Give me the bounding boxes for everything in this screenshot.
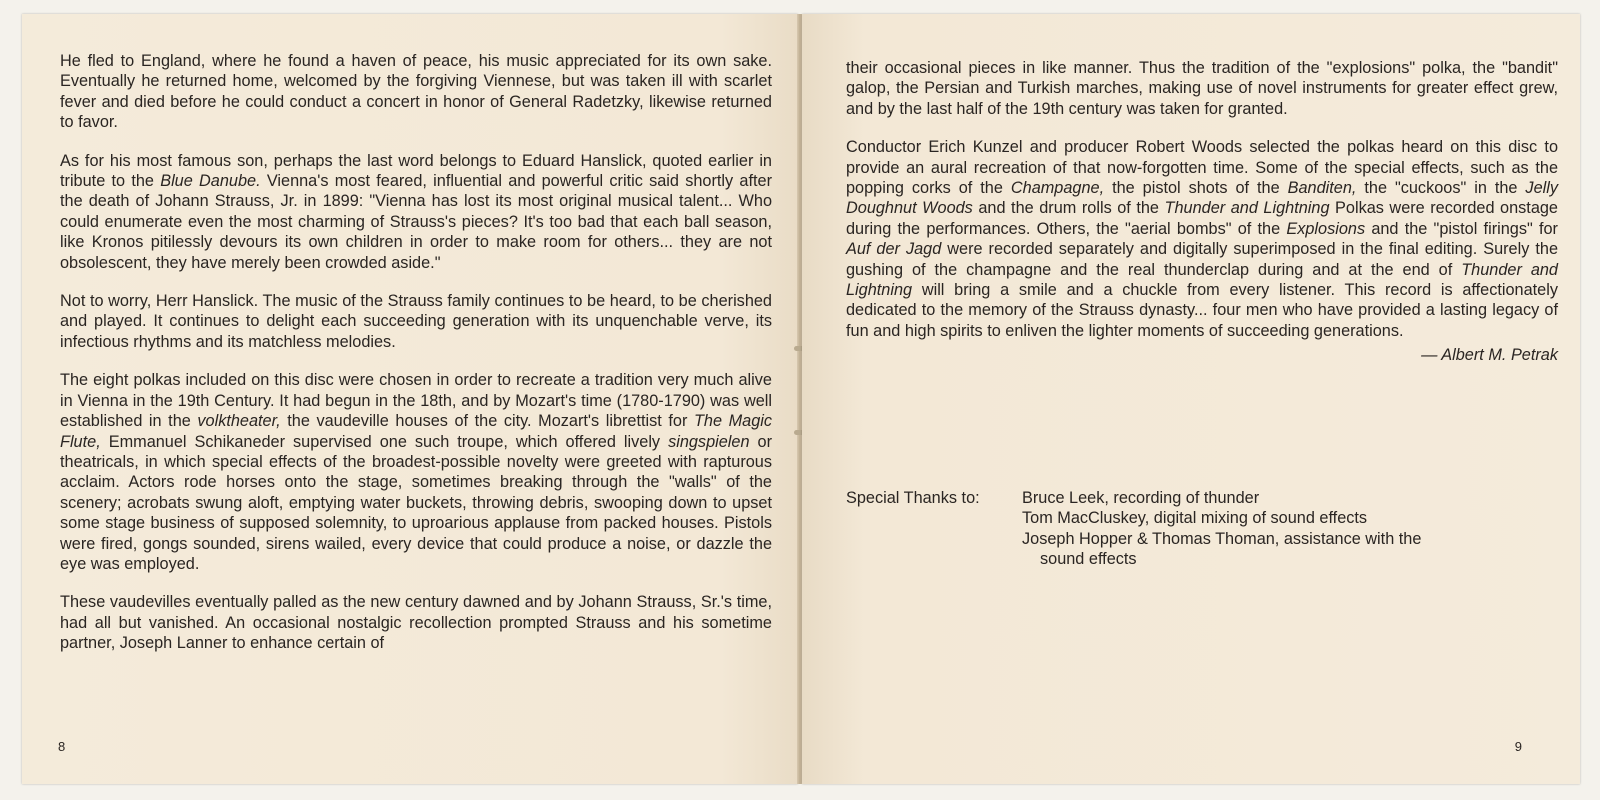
paragraph-2 [60,151,772,273]
right-page [802,14,1580,784]
paragraph-2-start: As for his most famous son, perhaps the last word belongs to Eduard Hanslick, quoted earlier in tribute to the [60,151,772,191]
special-thanks-list [1022,488,1421,570]
thanks-item: Bruce Leek, recording of thunder [1022,489,1260,507]
right-p2-text-c: the "cuckoos" in the [1356,179,1526,198]
left-page [22,14,798,784]
thanks-item: Tom MacCluskey, digital mixing of sound effects [1022,509,1368,528]
paragraph-1: He fled to England, where he found a haven of peace, his music appreciated for its own sake. Eventually he returned home, welcomed by the forgiving Viennese, but was taken ill with scarlet fever and died before he could conduct a concert in honor of General Radetzky, likewise returned to favor. [60,52,772,132]
right-p2-text-b: the pistol shots of the [1104,179,1288,198]
paragraph-2-italic: Blue Danube. [160,172,261,191]
paragraph-4-mid-2: Emmanuel Schikaneder supervised one such troupe, which offered lively [100,432,669,451]
right-p2-text-f: and the "pistol firings" for [1365,219,1558,238]
paragraph-4-rest: or theatricals, in which special effects of the broadest-possible novelty were greeted with rapturous acclaim. Actors rode horses onto the stage, sometimes breaking through the "walls" of the scenery; acrobats swung aloft, emptying water buckets, throwing debris, swooping down to upset some stage business of supposed solemnity, to uproarious applause from packed houses. Pistols were fired, gongs sounded, sirens wailed, every device that could produce a noise, or dazzle the eye was employed. [60,432,772,573]
right-p2-text-d: and the drum rolls of the [972,199,1165,218]
thanks-item: sound effects [1040,550,1137,569]
paragraph-3: Not to worry, Herr Hanslick. The music of the Strauss family continues to be heard, to be cherished and played. It continues to delight each succeeding generation with its unquenchable verve, its infectious rhythms and its matchless melodies. [60,292,772,351]
right-p2-italic-4: Thunder and Lightning [1164,199,1330,218]
paragraph-5: These vaudevilles eventually palled as the new century dawned and by Johann Strauss, Sr.'s time, had all but vanished. An occasional nostalgic recollection prompted Strauss and his sometime partner, Joseph Lanner to enhance certain of [60,593,772,653]
right-p2-text-e: Polkas were recorded onstage during the performances. Others, the "aerial bombs" of the [846,199,1558,238]
right-p2-italic-5: Explosions [1286,219,1366,238]
left-page-body [60,51,772,672]
right-p2-text-h: will bring a smile and a chuckle from every listener. This record is affectionately dedicated to the memory of the Strauss dynasty... four men who have provided a lasting legacy of fun and high spirits to enliven the lighter moments of succeeding generations. [846,281,1558,340]
paragraph-4-italic-3: singspielen [668,432,750,451]
special-thanks [846,488,1546,570]
page-number-right: 9 [1514,739,1522,754]
right-p2-italic-1: Champagne, [1010,179,1105,198]
right-paragraph-1: their occasional pieces in like manner. Thus the tradition of the "explosions" polka, the "bandit" galop, the Persian and Turkish marches, making use of novel instruments for greater effect grew, and by the last half of the 19th century was taken for granted. [846,59,1558,118]
right-p2-text-a: Conductor Erich Kunzel and producer Robert Woods selected the polkas heard on this disc to provide an aural recreation of that now-forgotten time. Some of the special effects, such as the popping corks of the [846,138,1558,198]
paragraph-4-start: The eight polkas included on this disc were chosen in order to recreate a tradition very much alive in Vienna in the 19th Century. It had begun in the 18th, and by Mozart's time (1780-1790) was well established in the [60,371,772,431]
page-number-left: 8 [58,739,66,754]
right-p2-italic-6: Auf der Jagd [846,240,942,259]
paragraph-4 [60,370,772,574]
right-p2-italic-2: Banditen, [1287,179,1357,198]
special-thanks-label: Special Thanks to: [846,489,980,507]
right-p2-text-g: were recorded separately and digitally superimposed in the final editing. Surely the gushing of the champagne and the real thunderclap during and at the end of [846,240,1558,279]
paragraph-4-italic-1: volktheater, [197,412,281,431]
paragraph-4-mid-1: the vaudeville houses of the city. Mozart's librettist for [280,412,694,431]
right-p2-italic-7: Thunder and Lightning [846,260,1558,300]
author-signature: — Albert M. Petrak [1421,346,1558,365]
right-page-body [846,58,1558,384]
thanks-item: Joseph Hopper & Thomas Thoman, assistance with the [1022,529,1422,548]
paragraph-4-italic-2: The Magic Flute, [60,412,773,451]
paragraph-2-rest: Vienna's most feared, influential and powerful critic said shortly after the death of Johann Strauss, Jr. in 1899: "Vienna has lost its most original musical talent... Who could enumerate even the most charming of Strauss's pieces? It's too bad that each ball season, like Kronos pitilessly devours its own children in order to make room for others... they are not obsolescent, they have merely been crowded aside." [60,172,772,272]
right-paragraph-2 [846,137,1558,341]
right-p2-italic-3: Jelly Doughnut Woods [846,179,1558,218]
